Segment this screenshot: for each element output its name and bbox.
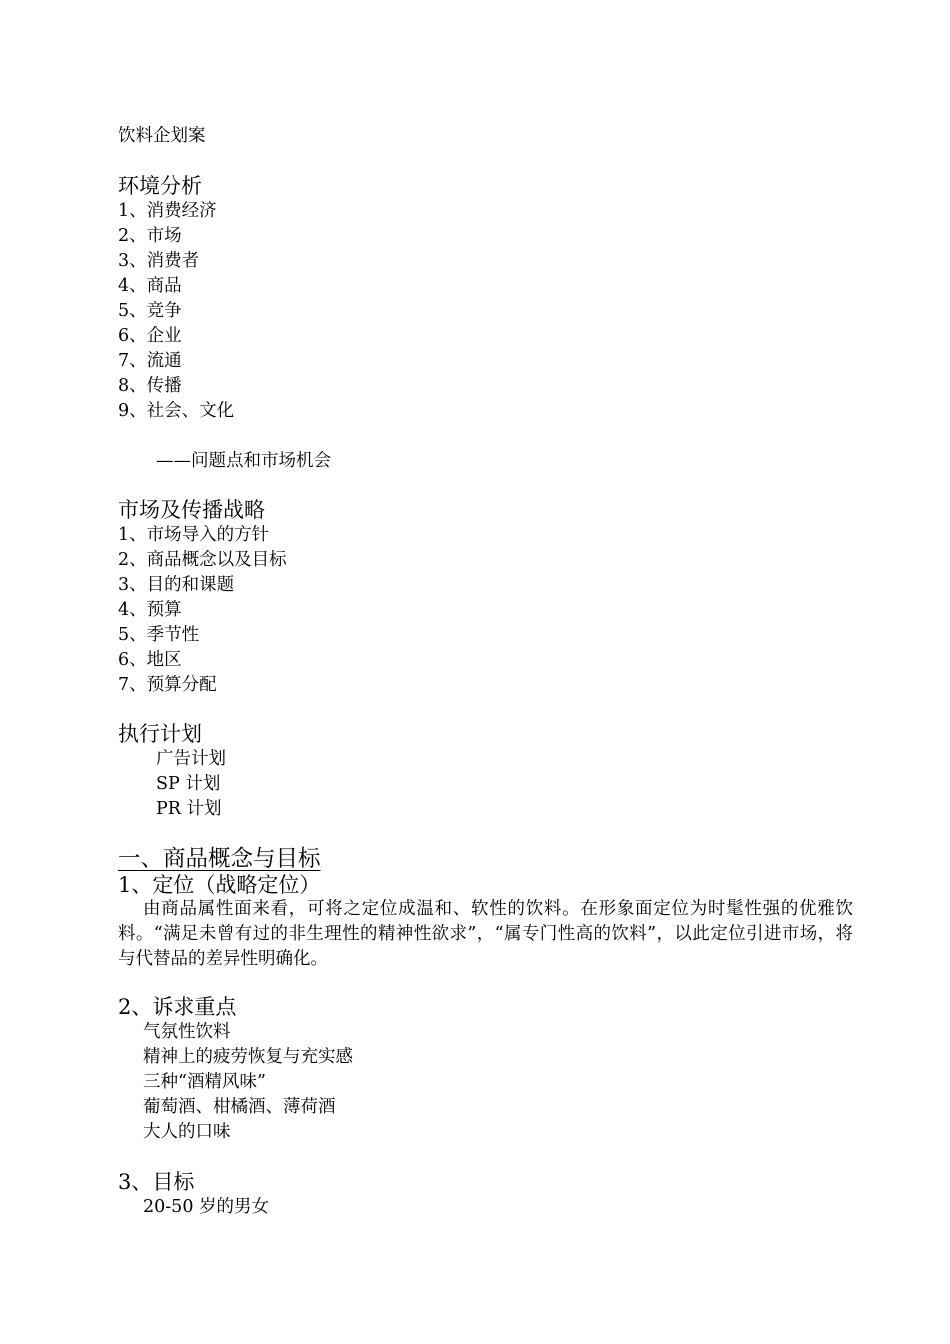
env-item: 9、社会、文化 [118,401,235,421]
env-note: ——问题点和市场机会 [156,451,331,471]
strategy-item: 6、地区 [118,650,182,670]
strategy-item: 5、季节性 [118,625,200,645]
env-item: 8、传播 [118,376,182,396]
strategy-item: 4、预算 [118,600,182,620]
env-item: 6、企业 [118,326,182,346]
document-title: 饮料企划案 [118,126,206,146]
positioning-paragraph: 由商品属性面来看，可将之定位成温和、软性的饮料。在形象面定位为时髦性强的优雅饮料。“满足未曾有过的非生理性的精神性欲求”，“属专门性高的饮料”，以此定位引进市场，将与代替品的差异性明确化。 [118,899,853,969]
env-item: 4、商品 [118,276,182,296]
appeal-item: 精神上的疲劳恢复与充实感 [143,1047,353,1067]
appeal-item: 三种“酒精风味” [143,1072,266,1092]
env-item: 7、流通 [118,351,182,371]
appeal-heading: 2、诉求重点 [118,995,237,1019]
appeal-item: 葡萄酒、柑橘酒、薄荷酒 [143,1097,336,1117]
appeal-item: 大人的口味 [143,1122,231,1142]
strategy-item: 1、市场导入的方针 [118,525,270,545]
env-item: 3、消费者 [118,251,200,271]
exec-item: SP 计划 [156,774,221,794]
strategy-heading: 市场及传播战略 [118,498,265,522]
positioning-heading: 1、定位（战略定位） [118,873,321,897]
env-heading: 环境分析 [118,174,202,198]
env-item: 2、市场 [118,226,182,246]
exec-item: 广告计划 [156,749,226,769]
strategy-item: 3、目的和课题 [118,575,235,595]
appeal-item: 气氛性饮料 [143,1022,231,1042]
target-text: 20-50 岁的男女 [143,1197,270,1217]
exec-item: PR 计划 [156,799,222,819]
env-item: 1、消费经济 [118,201,217,221]
strategy-item: 2、商品概念以及目标 [118,550,287,570]
env-item: 5、竞争 [118,301,182,321]
section1-heading: 一、商品概念与目标 [118,846,321,872]
exec-heading: 执行计划 [118,722,202,746]
strategy-item: 7、预算分配 [118,675,217,695]
target-heading: 3、目标 [118,1170,195,1194]
